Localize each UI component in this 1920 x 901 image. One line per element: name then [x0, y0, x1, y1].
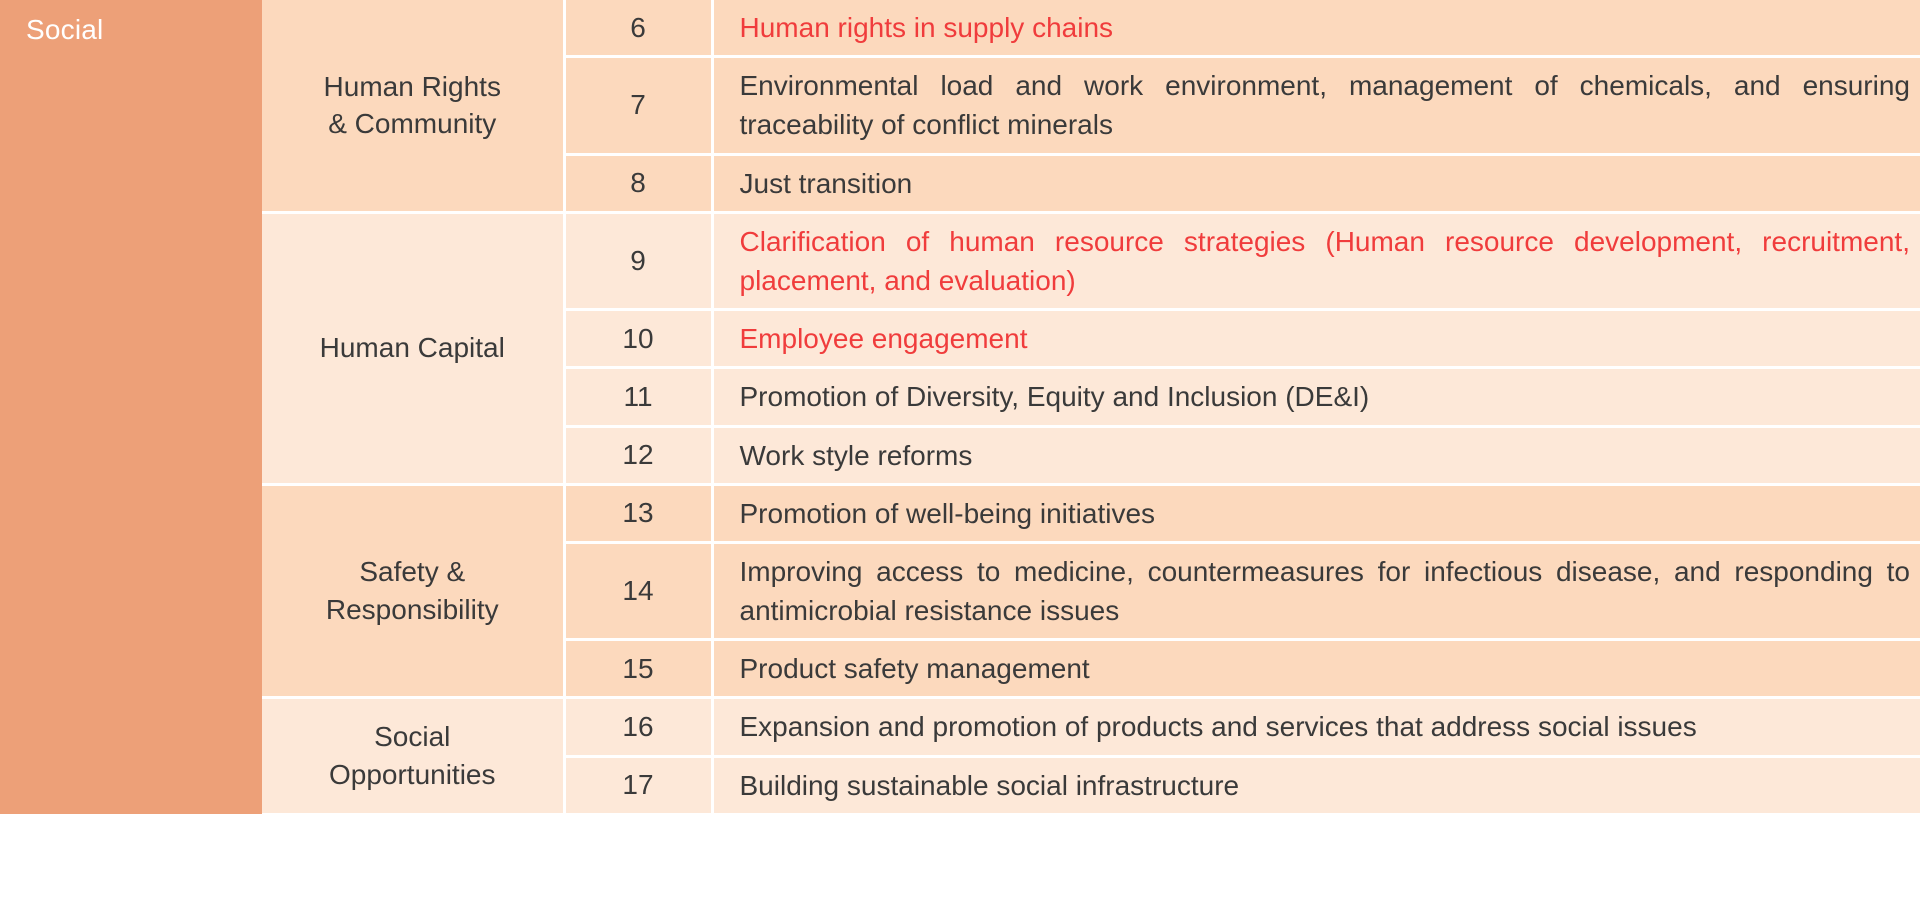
theme-label-line1: Safety &	[359, 556, 466, 588]
theme-label-line1: Human Rights	[323, 70, 501, 102]
theme-label-line2: Opportunities	[328, 759, 496, 791]
table-row	[0, 212, 1920, 309]
row-topic: Building sustainable social infrastructure	[712, 756, 1920, 814]
row-topic: Clarification of human resource strategies (Human resource development, recruitment, placement, and evaluation)	[712, 212, 1920, 309]
theme-cell-human-rights-community	[262, 0, 564, 212]
theme-cell-safety-responsibility	[262, 484, 564, 698]
row-topic: Improving access to medicine, countermeasures for infectious disease, and responding to antimicrobial resistance issues	[712, 542, 1920, 639]
row-number: 17	[564, 756, 712, 814]
row-topic: Environmental load and work environment, management of chemicals, and ensuring traceability of conflict minerals	[712, 57, 1920, 154]
table-row	[0, 698, 1920, 756]
theme-cell-social-opportunities	[262, 698, 564, 814]
theme-label-line2: & Community	[328, 108, 497, 140]
row-number: 12	[564, 426, 712, 484]
theme-label-line1: Social	[374, 721, 451, 753]
theme-label-line2: Responsibility	[325, 594, 499, 626]
row-number: 8	[564, 154, 712, 212]
row-topic: Promotion of Diversity, Equity and Inclusion (DE&I)	[712, 368, 1920, 426]
row-topic: Human rights in supply chains	[712, 0, 1920, 57]
row-topic: Promotion of well-being initiatives	[712, 484, 1920, 542]
table-row	[0, 0, 1920, 57]
table-row	[0, 484, 1920, 542]
row-topic: Expansion and promotion of products and services that address social issues	[712, 698, 1920, 756]
row-topic: Employee engagement	[712, 310, 1920, 368]
category-label: Social	[26, 14, 104, 45]
row-topic: Work style reforms	[712, 426, 1920, 484]
row-topic: Product safety management	[712, 640, 1920, 698]
row-number: 15	[564, 640, 712, 698]
row-number: 10	[564, 310, 712, 368]
row-number: 9	[564, 212, 712, 309]
row-number: 16	[564, 698, 712, 756]
row-number: 7	[564, 57, 712, 154]
theme-cell-human-capital	[262, 212, 564, 484]
row-number: 13	[564, 484, 712, 542]
row-number: 14	[564, 542, 712, 639]
row-topic: Just transition	[712, 154, 1920, 212]
row-number: 11	[564, 368, 712, 426]
theme-label-line1: Human Capital	[319, 332, 505, 364]
category-cell	[0, 0, 262, 814]
row-number: 6	[564, 0, 712, 57]
